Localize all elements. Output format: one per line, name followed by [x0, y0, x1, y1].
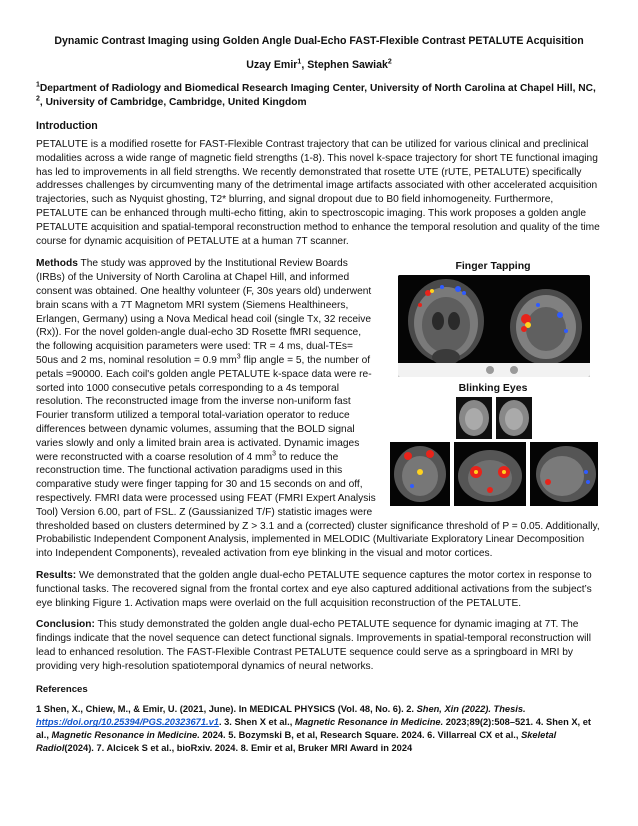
- author-2: Stephen Sawiak: [307, 59, 388, 71]
- affiliation-2: , University of Cambridge, Cambridge, United Kingdom: [39, 97, 307, 108]
- paper-title: Dynamic Contrast Imaging using Golden Angle Dual-Echo FAST-Flexible Contrast PETALUTE Acquisition: [54, 35, 584, 47]
- methods-sup-2: 3: [272, 450, 277, 458]
- methods-text-1: The study was approved by the Institutional Review Boards (IRBs) of the University of North Carolina at Chapel Hill, and informed consent was obtained. One healthy volunteer (F, 30s years old) underwent brain scans with a 7T Magnetom MRI system (Siemens Healthineers, Erlangen, Germany) using a Nova Medical head coil (single Tx, 32 receive (Rx)). For the novel golden-angle dual-echo 3D Rosette fMRI sequence, the following acquisition parameters were used: TR = 4 ms, dual-TEs= 50us and 2 ms, nominal resolution = 0.9 mm: [36, 258, 372, 366]
- finger-tapping-image: [398, 275, 590, 377]
- affiliation-1-sup: 1: [36, 81, 40, 89]
- reference-6-rest: (2024). 7. Alcicek S et al., bioRxiv. 2024. 8. Emir et al, Bruker MRI Award in 2024: [64, 743, 413, 754]
- references-list: [36, 703, 602, 755]
- results-text: We demonstrated that the golden angle dual-echo PETALUTE sequence captures the motor cortex in response to functional tasks. The recovered signal from the frontal cortex and eye also captured additional activations from the subject’s eye blinking Figure 1. Activation maps were overlaid on the full acquisition reconstruction of the PETALUTE.: [36, 569, 592, 609]
- author-separator: ,: [301, 59, 308, 71]
- references-heading: References: [36, 684, 88, 696]
- introduction-text: PETALUTE is a modified rosette for FAST-Flexible Contrast trajectory that can be utilized for various clinical and preclinical modalities across a wide range of magnetic field strengths (1-8). This novel k-space trajectory for short TE functional imaging has led to improvements in all field strengths. We recently demonstrated that rosette UTE (rUTE, PETALUTE) specifically addresses challenges by circumventing many of the detrimental image artifacts associated with other accelerated acquisition trajectories, such as Nyquist ghosting, T2* blurring, and signal dropout due to B0 field inhomogeneity. Furthermore, PETALUTE can be enhanced through multi-echo fitting, akin to spectroscopic imaging. This work proposes a golden angle PETALUTE acquisition and spatial-temporal reconstruction method to enhance the temporal resolution and quality of the time course for dynamic acquisition of PETALUTE at a human 7T scanner.: [36, 139, 600, 247]
- results-section: [36, 569, 602, 610]
- affiliations: [36, 82, 602, 110]
- reference-2-title: Shen, Xin (2022). Thesis.: [416, 704, 526, 715]
- methods-section: [36, 257, 602, 561]
- reference-3-journal: Magnetic Resonance in Medicine.: [294, 717, 444, 728]
- methods-heading: Methods: [36, 258, 78, 270]
- figure-1: [384, 259, 602, 506]
- author-1: Uzay Emir: [246, 59, 298, 71]
- introduction-heading: Introduction: [36, 120, 98, 132]
- blinking-eyes-top-images: [456, 397, 532, 439]
- methods-sup-1: 3: [236, 353, 241, 361]
- paper-page: [36, 34, 602, 755]
- affiliation-2-sup: 2: [36, 95, 40, 103]
- finger-tapping-brain-slices: [398, 275, 590, 377]
- conclusion-heading: Conclusion:: [36, 619, 95, 631]
- figure-label-blinking-eyes: Blinking Eyes: [458, 382, 528, 395]
- author-line: [36, 58, 602, 72]
- reference-1: 1 Shen, X., Chiew, M., & Emir, U. (2021, June). In MEDICAL PHYSICS (Vol. 48, No. 6). 2.: [36, 704, 417, 715]
- reference-2-doi-link[interactable]: https://doi.org/10.25394/PGS.20323671.v1: [36, 717, 219, 728]
- reference-3: . 3. Shen X et al.,: [218, 717, 295, 728]
- author-2-sup: 2: [387, 58, 392, 66]
- reference-3-rest: 2023;89(2):508–521. 4. Shen X, et al.,: [36, 717, 591, 741]
- figure-label-finger-tapping: Finger Tapping: [455, 260, 531, 273]
- reference-6-journal: Skeletal Radiol: [36, 730, 557, 754]
- reference-4-journal: Magnetic Resonance in Medicine.: [51, 730, 200, 741]
- conclusion-section: [36, 618, 602, 673]
- methods-text-3: to reduce the reconstruction time. The functional activation paradigms used in this comparative study were finger tapping for 30 and 15 seconds on and off, respectively. FMRI data were processed using FEAT (FMRI Expert Analysis Tool) Version 6.00, part of FSL. Z (Gaussianized T/F) statistic images were thresholded based on clusters determined by Z > 3.1 and a (corrected) cluster significance threshold of P = 0.05. Additionally, Probabilistic Independent Component Analysis, implemented in MELODIC (Multivariate Exploratory Linear Decomposition into Independent Components), revealed activation from eye blinking in the visual and motor cortices.: [36, 451, 600, 560]
- blinking-eyes-activation-slices: [390, 442, 598, 506]
- conclusion-text: This study demonstrated the golden angle dual-echo PETALUTE sequence for dynamic imaging at 7T. The findings indicate that the novel sequence can detect functional signals. Improvements in spatial-temporal reconstruction will lead to enhanced resolution. The FAST-Flexible Contrast PETALUTE sequence could serve as a springboard in MRI by providing very high-resolution spatiotemporal dynamics of neural networks.: [36, 619, 591, 672]
- reference-4-rest: 2024. 5. Bozymski B, et al, Research Square. 2024. 6. Villarreal CX et al.,: [199, 730, 522, 741]
- author-1-sup: 1: [297, 58, 302, 66]
- methods-text-2: flip angle = 5, the number of petals =90000. Each coil's golden angle PETALUTE k-space data were re-sorted into 1000 consecutive petals corresponding to a 4s temporal resolution. The reconstructed image from the inverse non-uniform fast Fourier transform utilized a temporal total-variation operator to reduce differences between dynamic volumes, assuming that the BOLD signal varies slowly and only a limited brain area is activated. Dynamic images were reconstructed with a coarse resolution of 4 mm: [36, 354, 372, 463]
- blinking-eyes-bottom-images: [390, 442, 598, 506]
- blinking-eyes-axial-slices: [456, 397, 532, 439]
- affiliation-1: Department of Radiology and Biomedical Research Imaging Center, University of North Carolina at Chapel Hill, NC,: [39, 83, 596, 94]
- results-heading: Results:: [36, 569, 77, 581]
